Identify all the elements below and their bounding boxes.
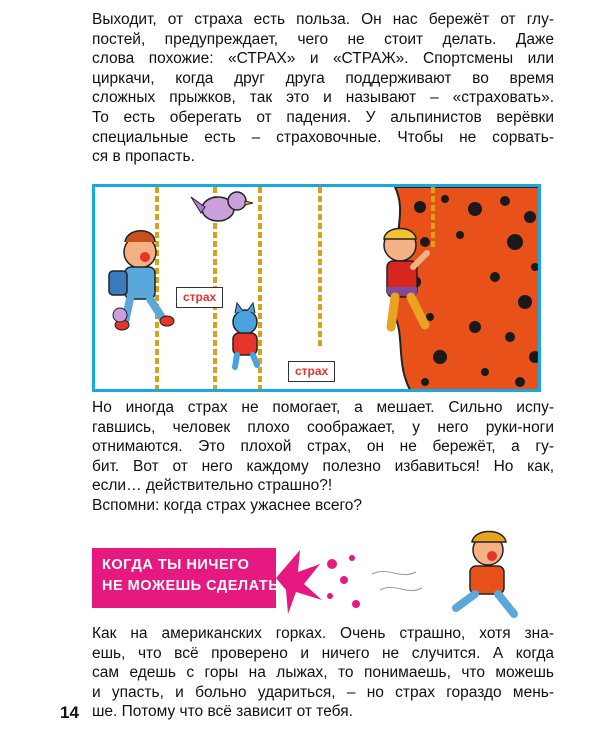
text-line: Выходит, от страха есть польза. Он нас бережёт от глу-: [92, 11, 554, 28]
paragraph-bad-fear: [92, 398, 554, 516]
text-line: ешь, что всё проверено и ничего не случится. А когда: [92, 644, 554, 662]
text-line: гавшись, человек плохо соображает, у него руки-ноги: [92, 418, 554, 436]
running-boy-illustration: [260, 520, 560, 620]
text-line: отнимаются. Это плохой страх, он не бережёт, а гу-: [92, 438, 554, 456]
speed-lines: [372, 571, 422, 590]
fear-sign-left: страх: [176, 287, 223, 308]
fear-sign-right: страх: [288, 361, 335, 382]
text-line: слова похожие: «СТРАХ» и «СТРАЖ». Спортсмены или: [92, 50, 554, 68]
section-banner: [92, 548, 284, 608]
paragraph-intro: [92, 10, 554, 167]
splash-dots: [327, 555, 360, 608]
text-line: постей, предупреждает, чего не стоит делать. Даже: [92, 30, 554, 48]
banner-line: НЕ МОЖЕШЬ СДЕЛАТЬ.: [102, 578, 284, 594]
text-line: и упасть, и больно удариться, – но страх гораздо мень-: [92, 683, 554, 701]
text-line: циркачи, когда друг друга поддерживают во время: [92, 69, 554, 87]
text-line: сложных прыжков, так это и называют – «страховать».: [92, 89, 554, 107]
text-line: бит. Вот от него каждому полезно избавиться! Но как,: [92, 457, 554, 475]
page-number: 14: [60, 703, 79, 722]
splash-shape: [276, 550, 322, 614]
text-line: Вспомни: когда страх ужаснее всего?: [92, 496, 362, 514]
paragraph-roller-coaster: [92, 624, 554, 722]
text-line: ше. Потому что всё зависит от тебя.: [92, 703, 353, 721]
text-line: сам едешь с горы на лыжах, то понимаешь, что можешь: [92, 664, 554, 682]
text-line: если… действительно страшно?!: [92, 477, 333, 495]
banner-line: КОГДА ТЫ НИЧЕГО: [102, 557, 250, 573]
cat-climber: [233, 303, 257, 367]
running-boy: [456, 532, 514, 615]
text-line: Как на американских горках. Очень страшно, хотя зна-: [92, 625, 554, 642]
climbing-illustration: [92, 184, 541, 392]
bird: [191, 192, 253, 221]
text-line: специальные есть – страховочные. Чтобы не сорвать-: [92, 128, 554, 146]
text-line: То есть оберегать от падения. У альпинистов верёвки: [92, 108, 554, 126]
boy-climber: [109, 231, 174, 330]
text-line: ся в пропасть.: [92, 148, 195, 166]
text-line: Но иногда страх не помогает, а мешает. Сильно испу-: [92, 399, 554, 416]
